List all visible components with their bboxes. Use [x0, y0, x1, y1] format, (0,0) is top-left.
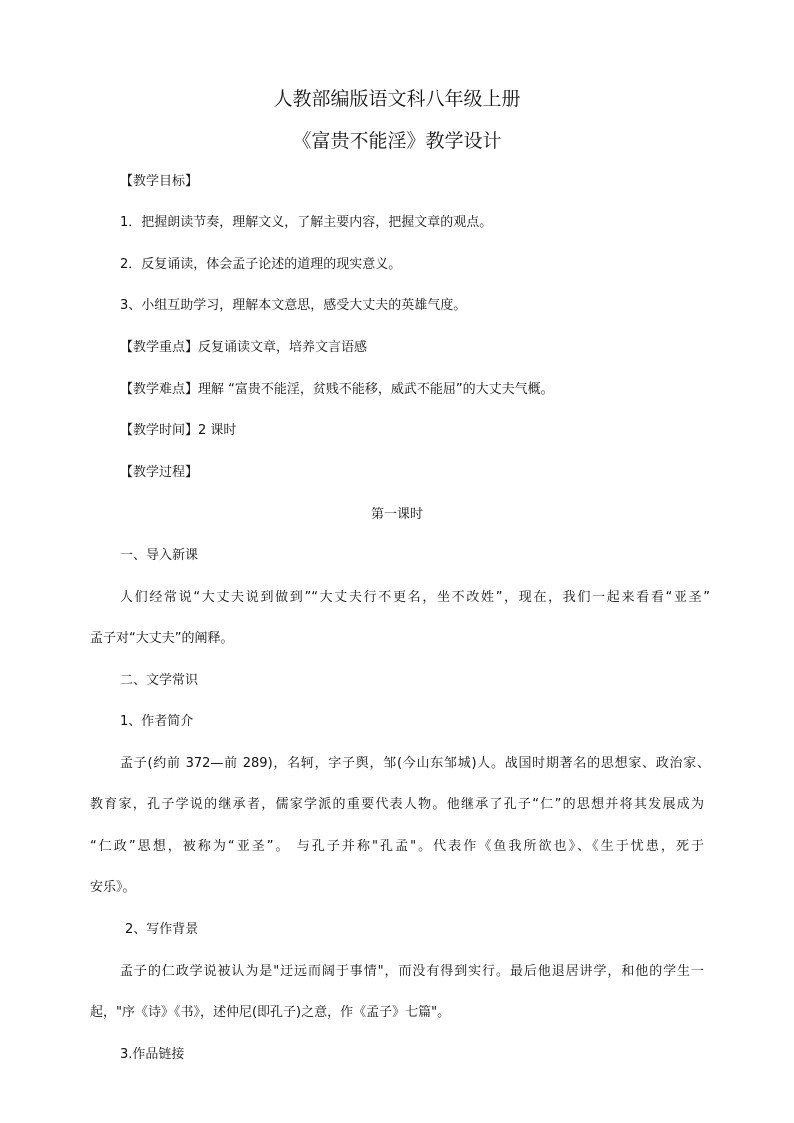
document-title-line-2: 《富贵不能淫》教学设计 [292, 130, 502, 152]
background-line-2: 起，"序《诗》《书》，述仲尼(即孔子)之意，作《孟子》七篇"。 [90, 1005, 451, 1020]
author-bio-line-4: 安乐》。 [90, 880, 136, 895]
process-heading: 【教学过程】 [120, 465, 199, 480]
teaching-time: 【教学时间】2 课时 [120, 423, 237, 438]
background-line-1: 孟子的仁政学说被认为是"迂远而阔于事情"，而没有得到实行。最后他退居讲学，和他的学生一 [120, 964, 704, 979]
lesson-heading: 第一课时 [370, 507, 423, 522]
objective-2: 2．反复诵读，体会孟子论述的道理的现实意义。 [120, 257, 402, 272]
objective-1: 1．把握朗读节奏，理解文义，了解主要内容，把握文章的观点。 [120, 215, 493, 230]
subheading-works-link: 3.作品链接 [120, 1047, 185, 1062]
author-bio-line-3: “仁政”思想，被称为“亚圣”。 与孔子并称"孔孟"。代表作《鱼我所欲也》、《生于忧患，死于 [90, 839, 704, 854]
document-title-line-1: 人教部编版语文科八年级上册 [273, 88, 521, 110]
key-point: 【教学重点】反复诵读文章，培养文言语感 [120, 340, 368, 355]
section-heading-intro: 一、导入新课 [120, 548, 199, 563]
difficulty: 【教学难点】理解 “富贵不能淫，贫贱不能移，威武不能屈”的大丈夫气概。 [120, 382, 554, 397]
objectives-heading: 【教学目标】 [120, 174, 199, 189]
subheading-author: 1、作者简介 [120, 714, 194, 729]
author-bio-line-1: 孟子(约前 372—前 289)，名轲，字子舆，邹(今山东邹城)人。战国时期著名的思想家、政治家、 [120, 756, 710, 771]
intro-paragraph-line-2: 孟子对“大丈夫”的阐释。 [90, 631, 234, 646]
section-heading-literature: 二、文学常识 [120, 673, 199, 688]
intro-paragraph-line-1: 人们经常说“大丈夫说到做到”“大丈夫行不更名，坐不改姓”，现在，我们一起来看看“亚圣” [120, 590, 710, 605]
objective-3: 3、小组互助学习，理解本文意思，感受大丈夫的英雄气度。 [120, 298, 467, 313]
subheading-background: 2、写作背景 [125, 922, 199, 937]
author-bio-line-2: 教育家，孔子学说的继承者，儒家学派的重要代表人物。他继承了孔子“仁”的思想并将其发展成为 [90, 797, 704, 812]
